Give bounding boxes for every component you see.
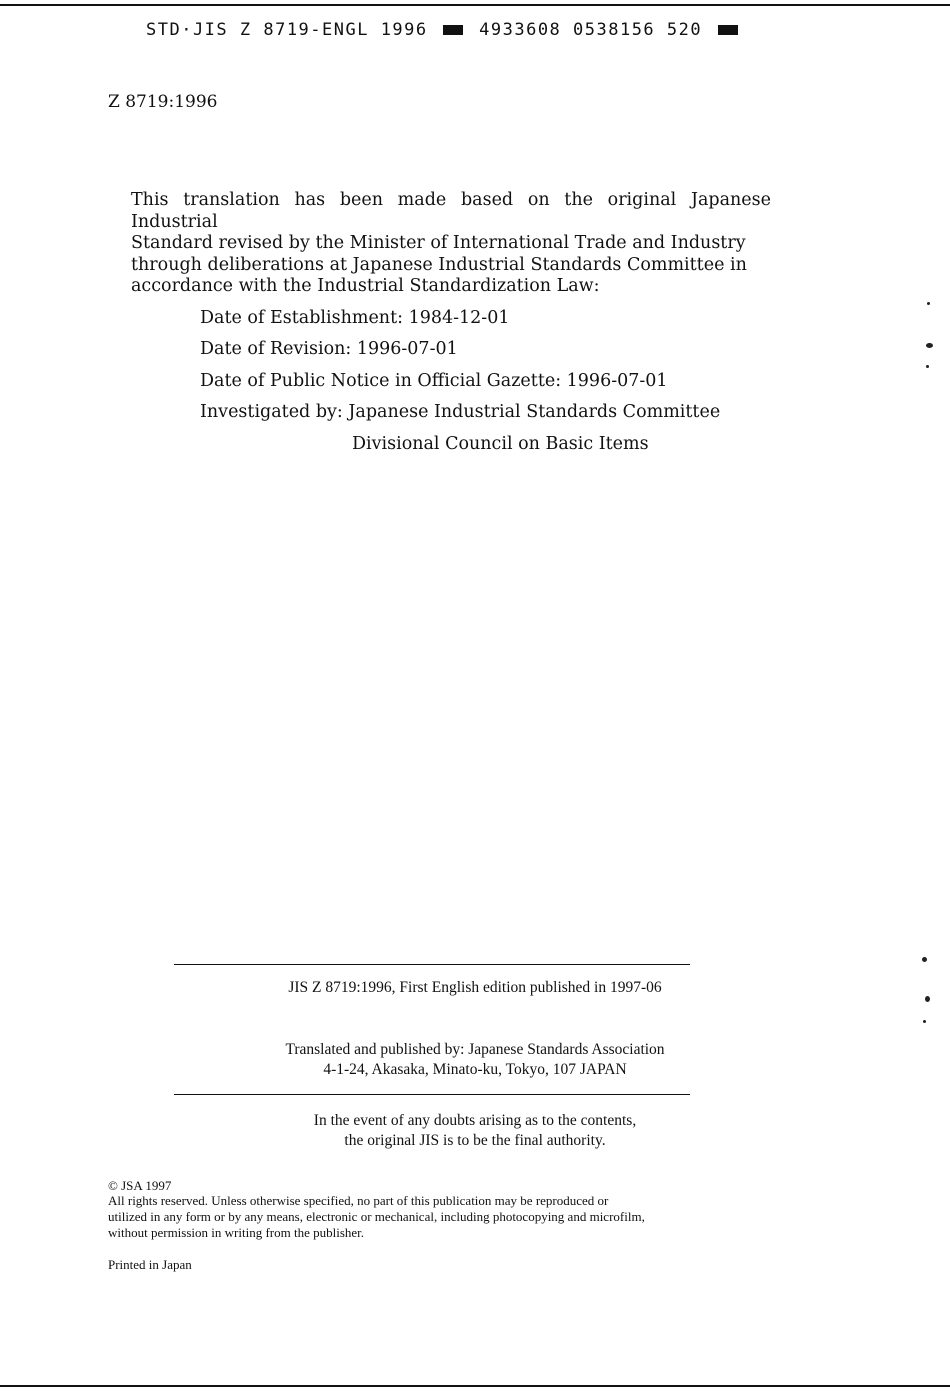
investigated-by: Investigated by: Japanese Industrial Standards Committee (200, 402, 721, 422)
top-rule (0, 4, 950, 6)
scan-speck (927, 302, 930, 305)
scan-speck (925, 996, 930, 1002)
intro-line: Standard revised by the Minister of International Trade and Industry (131, 233, 746, 253)
rights-line: utilized in any form or by any means, electronic or mechanical, including photocopying and microfilm, (108, 1209, 645, 1224)
intro-paragraph (131, 190, 771, 298)
authority-line: In the event of any doubts arising as to the contents, (313, 1112, 637, 1129)
intro-line: through deliberations at Japanese Industrial Standards Committee in (131, 254, 747, 275)
date-establishment: Date of Establishment: 1984-12-01 (200, 308, 510, 328)
stamp-block-mark (443, 25, 463, 35)
edition-line: JIS Z 8719:1996, First English edition published in 1997-06 (288, 979, 662, 996)
imprint-rule-top (174, 964, 690, 965)
intro-line: This translation has been made based on the original Japanese Industrial (131, 190, 771, 232)
rights-line: without permission in writing from the publisher. (108, 1225, 365, 1240)
copyright-notice: © JSA 1997 (108, 1178, 172, 1193)
divisional-council: Divisional Council on Basic Items (352, 434, 649, 454)
doc-number: Z 8719:1996 (108, 92, 218, 112)
authority-line: the original JIS is to be the final authority. (344, 1132, 606, 1149)
date-revision: Date of Revision: 1996-07-01 (200, 339, 458, 359)
imprint-rule-bottom (174, 1094, 690, 1095)
scan-speck (923, 1020, 926, 1023)
scan-speck (922, 957, 927, 962)
rights-line: All rights reserved. Unless otherwise specified, no part of this publication may be reproduced or (108, 1193, 609, 1208)
publisher-address: 4-1-24, Akasaka, Minato-ku, Tokyo, 107 JAPAN (323, 1061, 627, 1078)
date-public-notice: Date of Public Notice in Official Gazette: 1996-07-01 (200, 371, 668, 391)
bottom-rule (0, 1385, 950, 1387)
stamp-left: STD·JIS Z 8719-ENGL 1996 (146, 20, 428, 40)
stamp-block-mark (718, 25, 738, 35)
stamp-mid: 4933608 0538156 520 (479, 20, 703, 40)
stamp-header (146, 20, 742, 40)
printed-in: Printed in Japan (108, 1257, 192, 1272)
intro-line: accordance with the Industrial Standardization Law: (131, 276, 600, 296)
publisher-line: Translated and published by: Japanese Standards Association (285, 1041, 665, 1058)
scan-speck (926, 365, 929, 368)
scan-speck (926, 343, 933, 348)
